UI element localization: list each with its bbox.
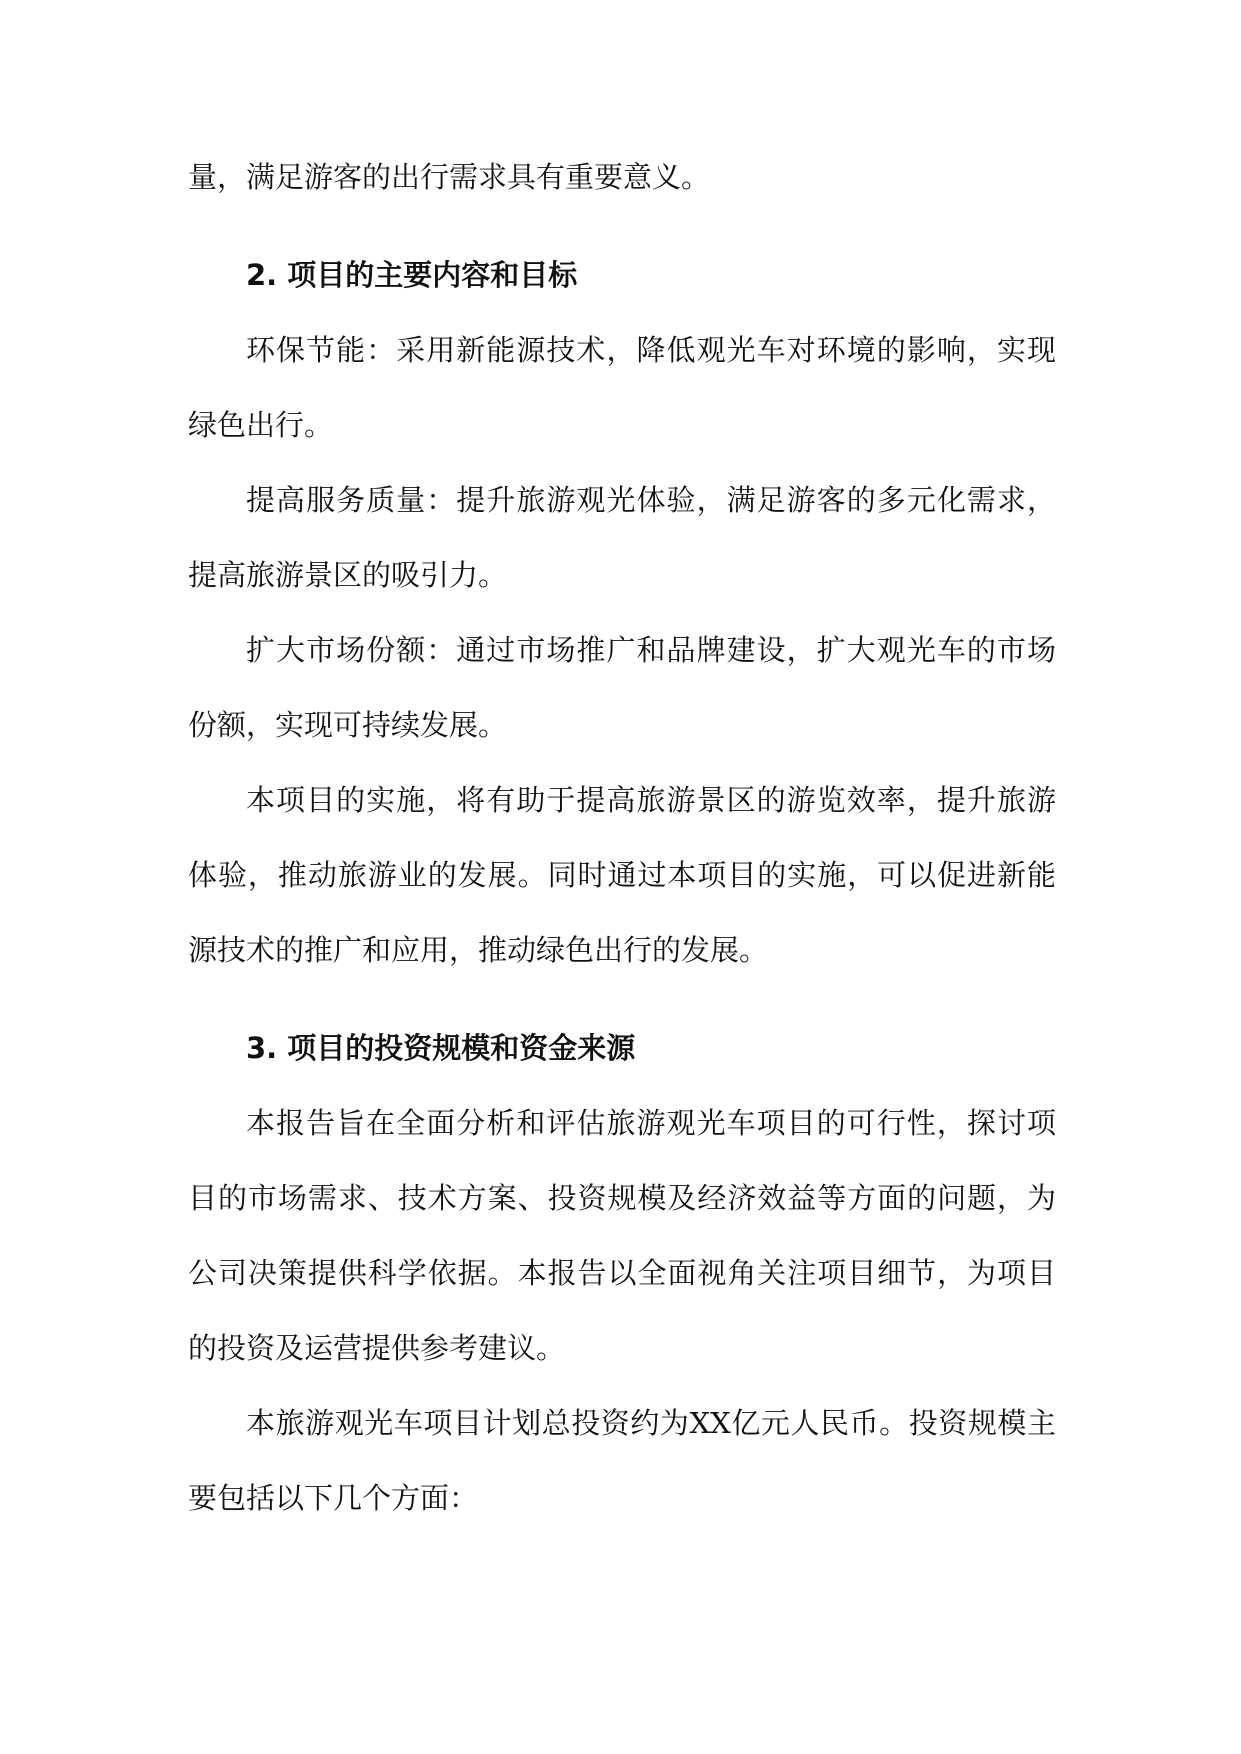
- paragraph-investment-scale: 本旅游观光车项目计划总投资约为XX亿元人民币。投资规模主要包括以下几个方面：: [188, 1406, 1056, 1515]
- paragraph-market-share: 扩大市场份额：通过市场推广和品牌建设，扩大观光车的市场份额，实现可持续发展。: [188, 633, 1056, 742]
- paragraph-service-quality: 提高服务质量：提升旅游观光体验，满足游客的多元化需求，提高旅游景区的吸引力。: [188, 483, 1056, 592]
- paragraph-implementation: 本项目的实施，将有助于提高旅游景区的游览效率，提升旅游体验，推动旅游业的发展。同时通过本项目的实施，可以促进新能源技术的推广和应用，推动绿色出行的发展。: [188, 783, 1056, 967]
- section-heading-2: 2. 项目的主要内容和目标: [246, 258, 578, 292]
- paragraph-continuation: 量，满足游客的出行需求具有重要意义。: [188, 160, 711, 194]
- document-body: [188, 140, 1056, 1536]
- paragraph-report-purpose: 本报告旨在全面分析和评估旅游观光车项目的可行性，探讨项目的市场需求、技术方案、投资规模及经济效益等方面的问题，为公司决策提供科学依据。本报告以全面视角关注项目细节，为项目的投资及运营提供参考建议。: [188, 1106, 1056, 1365]
- paragraph-eco-energy: 环保节能：采用新能源技术，降低观光车对环境的影响，实现绿色出行。: [188, 333, 1056, 442]
- section-heading-3: 3. 项目的投资规模和资金来源: [246, 1031, 636, 1065]
